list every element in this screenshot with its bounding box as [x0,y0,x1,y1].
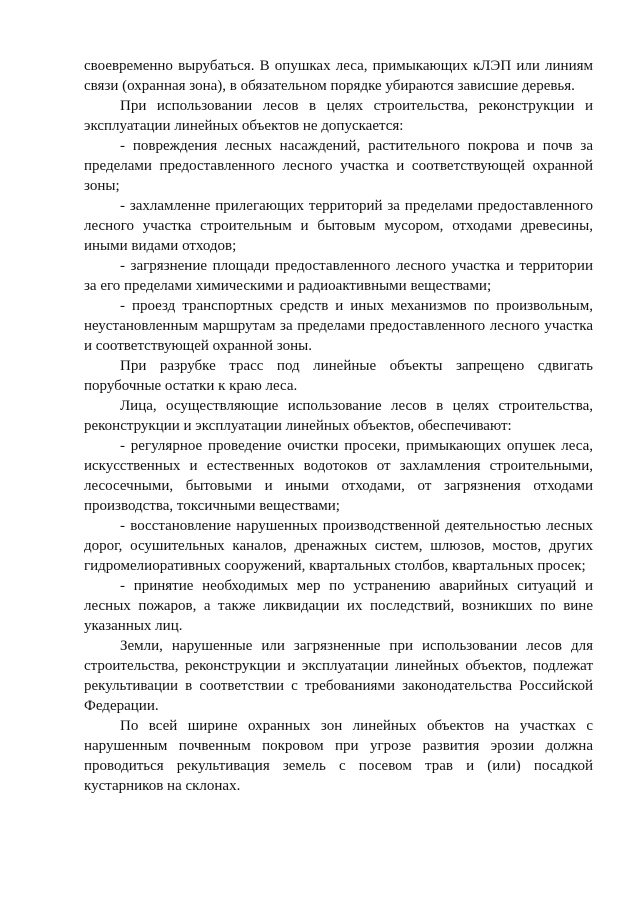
paragraph-tree-removal-continuation: своевременно вырубаться. В опушках леса, примыкающих кЛЭП или линиям связи (охранная зона), в обязательном порядке убираются зависшие деревья. [84,58,593,94]
list-item-damage: - повреждения лесных насаждений, растительного покрова и почв за пределами предоставленного лесного участка и соответствующей охранной зоны; [84,138,593,194]
list-item-pollution: - загрязнение площади предоставленного лесного участка и территории за его пределами химическими и радиоактивными веществами; [84,258,593,294]
list-item-emergency-measures: - принятие необходимых мер по устранению аварийных ситуаций и лесных пожаров, а также ликвидации их последствий, возникших по вине указанных лиц. [84,578,593,634]
document-body [84,56,593,796]
paragraph-obligations-intro: Лица, осуществляющие использование лесов в целях строительства, реконструкции и эксплуатации линейных объектов, обеспечивают: [84,398,593,434]
paragraph-clearing-residues: При разрубке трасс под линейные объекты запрещено сдвигать порубочные остатки к краю леса. [84,358,593,394]
paragraph-erosion-recultivation: По всей ширине охранных зон линейных объектов на участках с нарушенным почвенным покровом при угрозе развития эрозии должна проводиться рекультивация земель с посевом трав и (или) посадкой кустарников на склонах. [84,718,593,794]
paragraph-prohibitions-intro: При использовании лесов в целях строительства, реконструкции и эксплуатации линейных объектов не допускается: [84,98,593,134]
list-item-cleaning: - регулярное проведение очистки просеки, примыкающих опушек леса, искусственных и естественных водотоков от захламления строительными, лесосечными, бытовыми и иными отходами, от загрязнения отходами производства, токсичными веществами; [84,438,593,514]
paragraph-land-recultivation: Земли, нарушенные или загрязненные при использовании лесов для строительства, реконструкции и эксплуатации линейных объектов, подлежат рекультивации в соответствии с требованиями законодательства Российской Федерации. [84,638,593,714]
list-item-vehicle-passage: - проезд транспортных средств и иных механизмов по произвольным, неустановленным маршрутам за пределами предоставленного лесного участка и соответствующей охранной зоны. [84,298,593,354]
list-item-littering: - захламленне прилегающих территорий за пределами предоставленного лесного участка строительным и бытовым мусором, отходами древесины, иными видами отходов; [84,198,593,254]
list-item-restoration: - восстановление нарушенных производственной деятельностью лесных дорог, осушительных каналов, дренажных систем, шлюзов, мостов, других гидромелиоративных сооружений, квартальных столбов, квартальных просек; [84,518,593,574]
